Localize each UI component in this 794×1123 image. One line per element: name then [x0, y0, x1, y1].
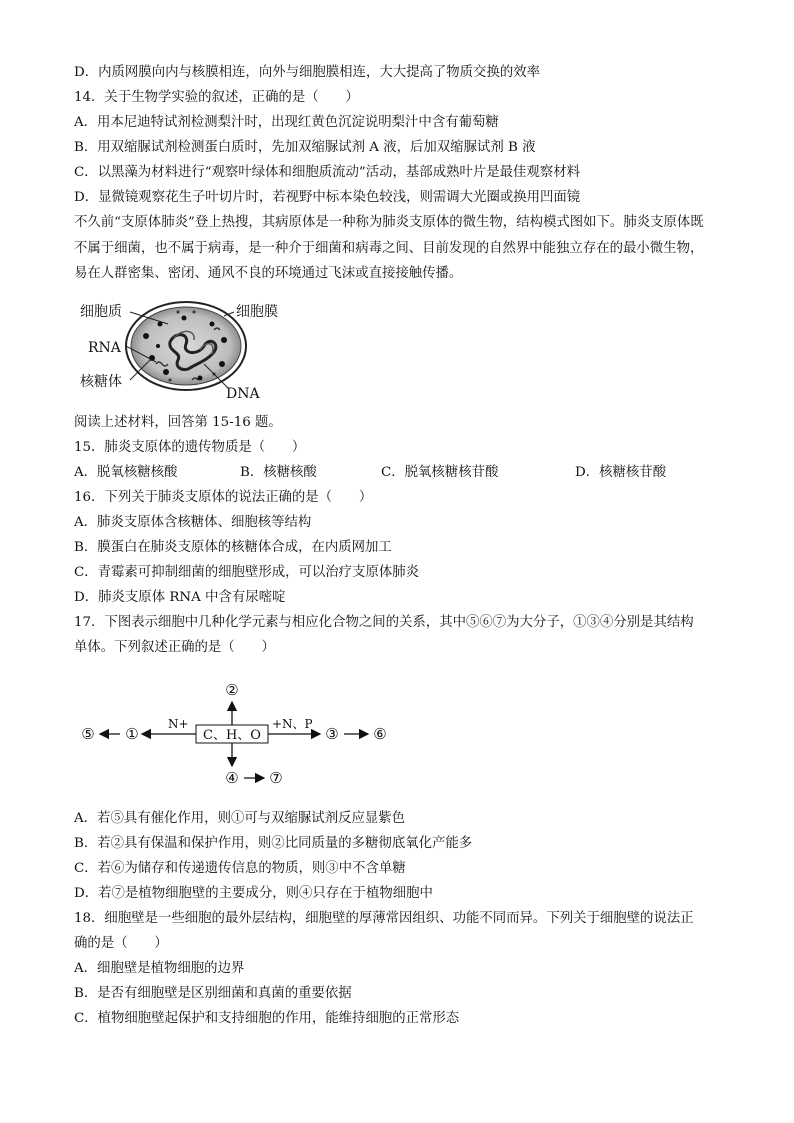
q16-stem: 16．下列关于肺炎支原体的说法正确的是（ ） [74, 490, 373, 505]
ribosome-dot [210, 322, 215, 327]
q14-stem: 14．关于生物学实验的叙述，正确的是（ ） [74, 90, 359, 105]
q18-stem-2: 确的是（ ） [74, 936, 168, 951]
node-6: ⑥ [373, 725, 387, 743]
q16-option-c: C．青霉素可抑制细菌的细胞壁形成，可以治疗支原体肺炎 [74, 565, 420, 580]
label-rna: RNA [88, 340, 121, 356]
q18-option-c: C．植物细胞壁起保护和支持细胞的作用，能维持细胞的正常形态 [74, 1011, 460, 1026]
label-n-plus: N+ [168, 717, 189, 731]
ribosome-dot [221, 337, 227, 343]
label-ribosome: 核糖体 [80, 374, 122, 390]
element-compound-diagram [76, 680, 406, 790]
q15-option-b: B．核糖核酸 [240, 465, 317, 480]
passage-line-1: 不久前“支原体肺炎”登上热搜，其病原体是一种称为肺炎支原体的微生物，结构模式图如下。肺炎支原体既 [74, 215, 704, 230]
passage-line-2: 不属于细菌，也不属于病毒，是一种介于细菌和病毒之间、目前发现的自然界中能独立存在的最小微生物， [74, 241, 704, 256]
ribosome-dot [182, 316, 187, 321]
q16-option-d: D．肺炎支原体 RNA 中含有尿嘧啶 [74, 590, 286, 605]
center-elements: C、H、O [203, 728, 261, 743]
q17-option-a: A．若⑤具有催化作用，则①可与双缩脲试剂反应显紫色 [74, 811, 406, 826]
mycoplasma-diagram [74, 294, 304, 406]
node-7: ⑦ [269, 769, 283, 787]
node-2: ② [225, 681, 239, 699]
reading-instruction: 阅读上述材料，回答第 15-16 题。 [74, 415, 282, 430]
q14-option-c: C．以黑藻为材料进行“观察叶绿体和细胞质流动”活动，基部成熟叶片是最佳观察材料 [74, 165, 580, 180]
q17-stem-2: 单体。下列叙述正确的是（ ） [74, 640, 275, 655]
q14-option-d: D．显微镜观察花生子叶切片时，若视野中标本染色较浅，则需调大光圈或换用凹面镜 [74, 190, 581, 205]
label-cytoplasm: 细胞质 [80, 304, 122, 320]
q14-option-a: A．用本尼迪特试剂检测梨汁时，出现红黄色沉淀说明梨汁中含有葡萄糖 [74, 115, 499, 130]
q15-option-c: C．脱氧核糖核苷酸 [381, 465, 499, 480]
q17-option-b: B．若②具有保温和保护作用，则②比同质量的多糖彻底氧化产能多 [74, 836, 473, 851]
q18-option-a: A．细胞壁是植物细胞的边界 [74, 961, 245, 976]
q13-option-d: D．内质网膜向内与核膜相连，向外与细胞膜相连，大大提高了物质交换的效率 [74, 65, 541, 80]
ribosome-dot [219, 361, 225, 367]
q16-option-b: B．膜蛋白在肺炎支原体的核糖体合成，在内质网加工 [74, 540, 392, 555]
passage-line-3: 易在人群密集、密闭、通风不良的环境通过飞沫或直接接触传播。 [74, 266, 463, 281]
q17-stem-1: 17．下图表示细胞中几种化学元素与相应化合物之间的关系，其中⑤⑥⑦为大分子，①③④分别是其结构 [74, 615, 694, 630]
label-dna: DNA [226, 386, 260, 402]
q14-option-b: B．用双缩脲试剂检测蛋白质时，先加双缩脲试剂 A 液，后加双缩脲试剂 B 液 [74, 140, 536, 155]
node-1: ① [125, 725, 139, 743]
q15-stem: 15．肺炎支原体的遗传物质是（ ） [74, 440, 306, 455]
q17-option-c: C．若⑥为储存和传递遗传信息的物质，则③中不含单糖 [74, 861, 406, 876]
q17-option-d: D．若⑦是植物细胞壁的主要成分，则④只存在于植物细胞中 [74, 886, 433, 901]
label-cell-membrane: 细胞膜 [236, 304, 278, 320]
label-plus-n-p: +N、P [272, 717, 313, 731]
q16-option-a: A．肺炎支原体含核糖体、细胞核等结构 [74, 515, 312, 530]
q18-option-b: B．是否有细胞壁是区别细菌和真菌的重要依据 [74, 986, 352, 1001]
ribosome-dot [163, 369, 169, 375]
node-5: ⑤ [81, 725, 95, 743]
node-3: ③ [325, 725, 339, 743]
q15-option-d: D．核糖核苷酸 [575, 465, 667, 480]
q15-option-a: A．脱氧核糖核酸 [74, 465, 178, 480]
ribosome-dot [143, 333, 149, 339]
node-4: ④ [225, 769, 239, 787]
ribosome-dot [156, 344, 160, 348]
q18-stem-1: 18．细胞壁是一些细胞的最外层结构，细胞壁的厚薄常因组织、功能不同而异。下列关于细胞壁的说法正 [74, 911, 694, 926]
